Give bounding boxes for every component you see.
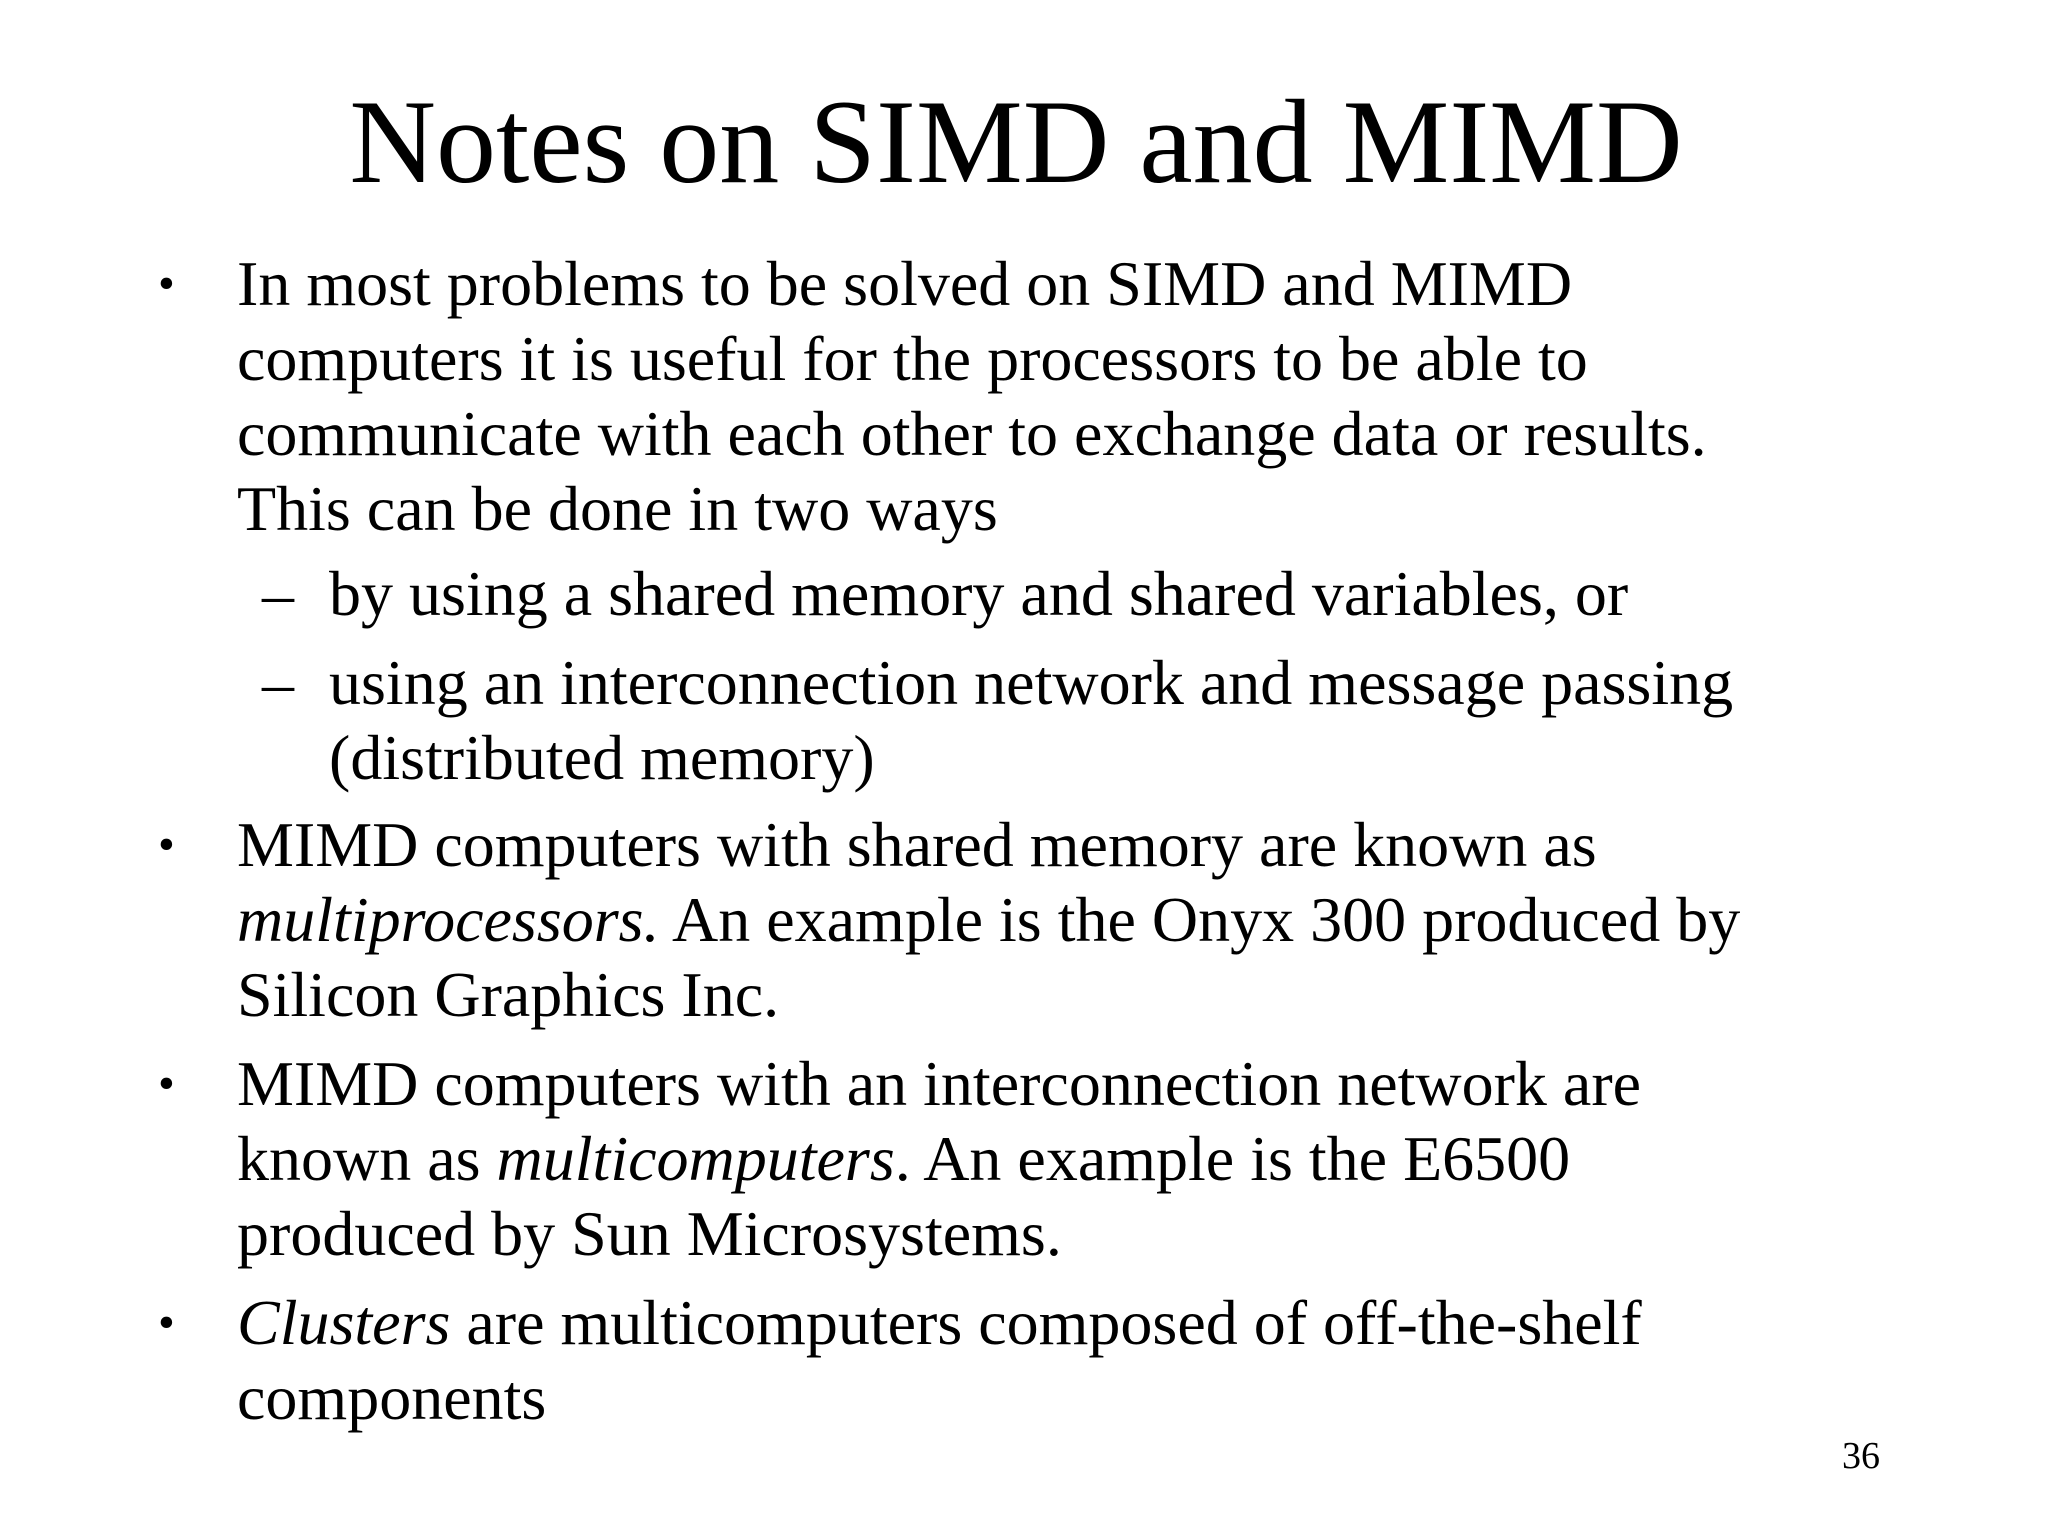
bullet-list: [0, 246, 2048, 1435]
term-multicomputers: multicomputers: [496, 1123, 895, 1194]
dash-marker: –: [262, 558, 294, 629]
bullet-marker: •: [158, 818, 175, 871]
bullet-text-line: components: [237, 1362, 547, 1433]
sub-bullet-text-line: by using a shared memory and shared variables, or: [329, 558, 1629, 629]
bullet-text-line: [237, 1285, 1877, 1360]
sub-bullet-text-line: using an interconnection network and message passing: [329, 647, 1734, 718]
bullet-item-multiprocessors: [0, 807, 1877, 1032]
sub-bullet-shared-memory: [0, 556, 1889, 631]
sub-bullet-list: [0, 556, 2048, 795]
bullet-text-line: In most problems to be solved on SIMD and MIMD: [237, 248, 1573, 319]
sub-bullet-text-line: (distributed memory): [329, 722, 875, 793]
bullet-text-fragment: An example is the Onyx 300 produced by: [659, 884, 1741, 955]
bullet-text-fragment: known as: [237, 1123, 497, 1194]
bullet-text-fragment: are multicomputers composed of off-the-shelf: [450, 1287, 1642, 1358]
bullet-text-fragment: . An example is the E6500: [894, 1123, 1571, 1194]
bullet-text-line: MIMD computers with an interconnection network are: [237, 1048, 1642, 1119]
bullet-marker: •: [158, 1057, 175, 1110]
sub-bullet-message-passing: [0, 645, 1889, 795]
bullet-text-line: [237, 1121, 1877, 1196]
bullet-item-communication: [0, 246, 1877, 546]
bullet-marker: •: [158, 1296, 175, 1349]
bullet-item-multicomputers: [0, 1046, 1877, 1271]
bullet-item-clusters: [0, 1285, 1877, 1435]
bullet-text-line: MIMD computers with shared memory are known as: [237, 809, 1597, 880]
page-number: 36: [1842, 1435, 1880, 1477]
bullet-text-line: computers it is useful for the processors to be able to: [237, 323, 1588, 394]
bullet-text-line: Silicon Graphics Inc.: [237, 959, 780, 1030]
bullet-text-line: communicate with each other to exchange data or results.: [237, 398, 1707, 469]
term-clusters: Clusters: [237, 1287, 451, 1358]
term-multiprocessors: multiprocessors.: [237, 884, 660, 955]
bullet-text-line: This can be done in two ways: [237, 473, 998, 544]
bullet-text-line: [237, 882, 1877, 957]
bullet-marker: •: [158, 257, 175, 310]
bullet-text-line: produced by Sun Microsystems.: [237, 1198, 1062, 1269]
dash-marker: –: [262, 647, 294, 718]
slide-title: Notes on SIMD and MIMD: [349, 75, 1683, 208]
